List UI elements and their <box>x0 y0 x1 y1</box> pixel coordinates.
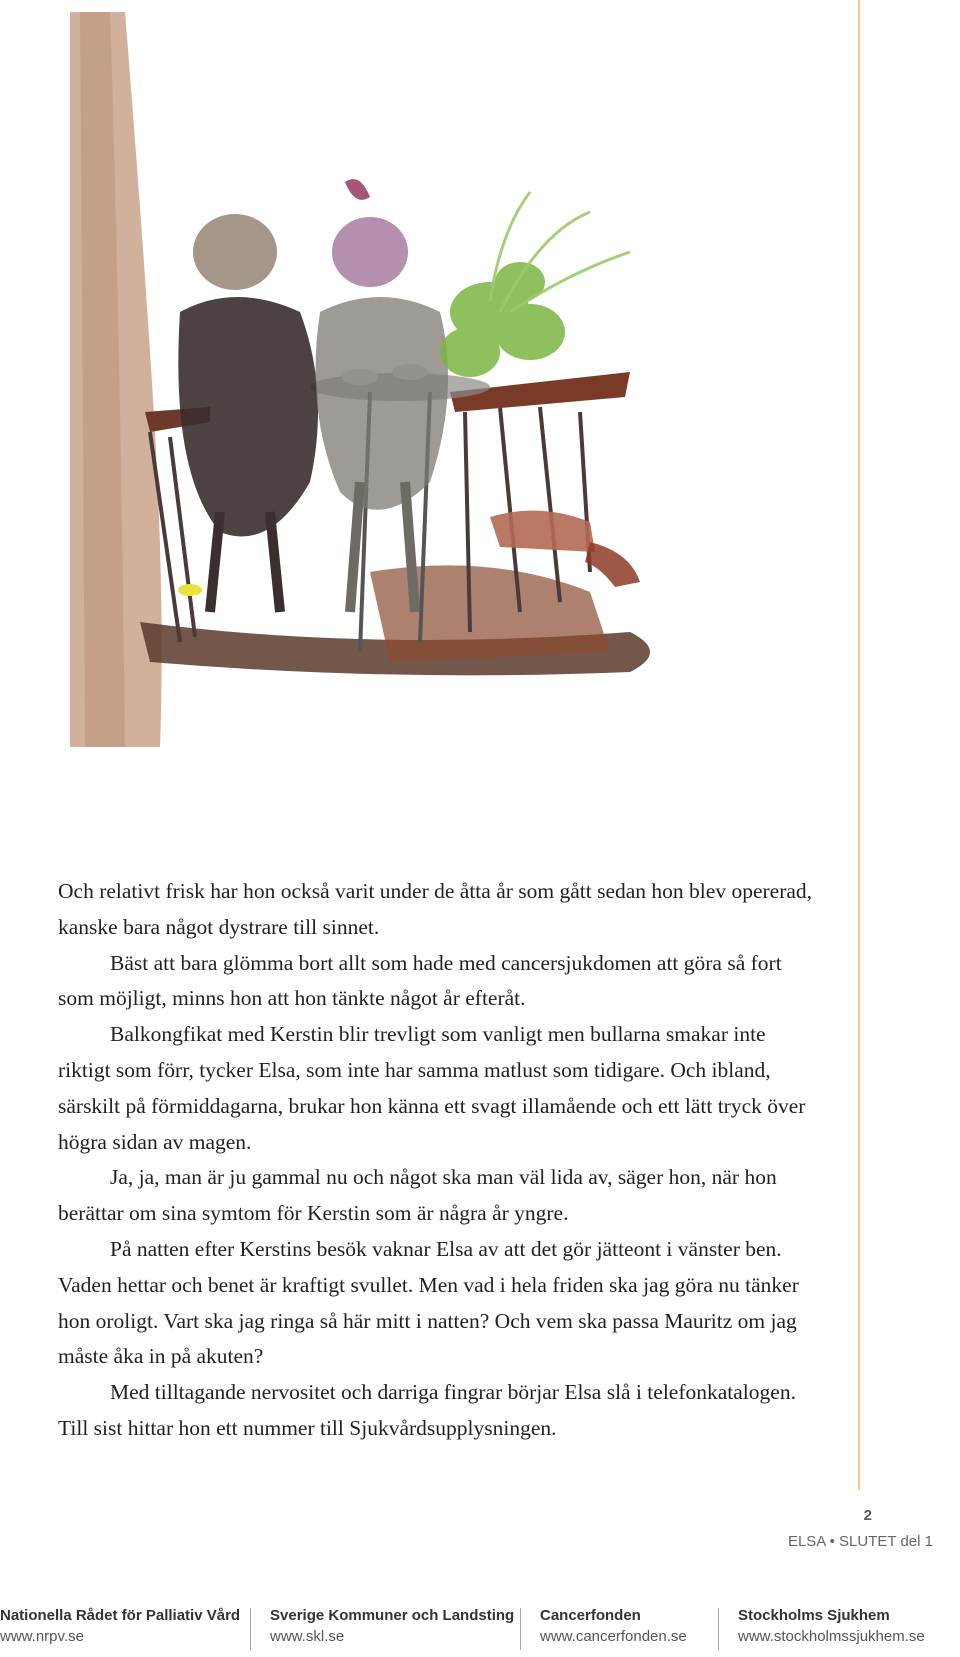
footer-divider <box>520 1608 521 1650</box>
footer-org-link[interactable]: www.cancerfonden.se <box>540 1628 687 1645</box>
footer-org-name: Sverige Kommuner och Landsting <box>270 1607 515 1624</box>
story-paragraph: Ja, ja, man är ju gammal nu och något ska man väl lida av, säger hon, när hon berättar om sina symtom för Kerstin som är några år yngre. <box>58 1165 777 1226</box>
footer-org-name: Nationella Rådet för Palliativ Vård <box>0 1607 241 1624</box>
running-title: ELSA • SLUTET del 1 <box>787 1533 933 1550</box>
footer-org-skl <box>270 1606 514 1651</box>
footer <box>0 1606 960 1657</box>
footer-org-sjukhem <box>738 1606 925 1651</box>
margin-rule <box>858 0 860 1490</box>
footer-org-link[interactable]: www.stockholmssjukhem.se <box>738 1628 925 1645</box>
footer-org-name: Cancerfonden <box>540 1607 641 1624</box>
story-paragraph: Med tilltagande nervositet och darriga fingrar börjar Elsa slå i telefonkatalogen. Till sist hittar hon ett nummer till Sjukvårdsupplysningen. <box>58 1380 796 1440</box>
balcony-illustration <box>70 12 785 747</box>
footer-org-cancerfonden <box>540 1606 687 1651</box>
footer-org-name: Stockholms Sjukhem <box>738 1607 890 1624</box>
footer-org-link[interactable]: www.nrpv.se <box>0 1628 84 1645</box>
story-paragraph: På natten efter Kerstins besök vaknar Elsa av att det gör jätteont i vänster ben. Vaden hettar och benet är kraftigt svullet. Men vad i hela friden ska jag göra nu tänker hon oroligt. Vart ska jag ringa så här mitt i natten? Och vem ska passa Mauritz om jag måste åka in på akuten? <box>58 1236 799 1369</box>
story-paragraph: Och relativt frisk har hon också varit under de åtta år som gått sedan hon blev opererad, kanske bara något dystrare till sinnet. <box>58 879 813 939</box>
story-text <box>58 874 818 1447</box>
story-paragraph: Balkongfikat med Kerstin blir trevligt som vanligt men bullarna smakar inte riktigt som förr, tycker Elsa, som inte har samma matlust som tidigare. Och ibland, särskilt på förmiddagarna, brukar hon känna ett svagt illamående och ett lätt tryck över högra sidan av magen. <box>58 1022 806 1154</box>
footer-org-link[interactable]: www.skl.se <box>270 1628 345 1645</box>
footer-divider <box>250 1608 251 1650</box>
footer-divider <box>718 1608 719 1650</box>
page-number: 2 <box>863 1507 872 1524</box>
footer-org-nrpv <box>0 1606 240 1651</box>
story-paragraph: Bäst att bara glömma bort allt som hade med cancersjukdomen att göra så fort som möjligt, minns hon att hon tänkte något år efteråt. <box>58 950 782 1011</box>
